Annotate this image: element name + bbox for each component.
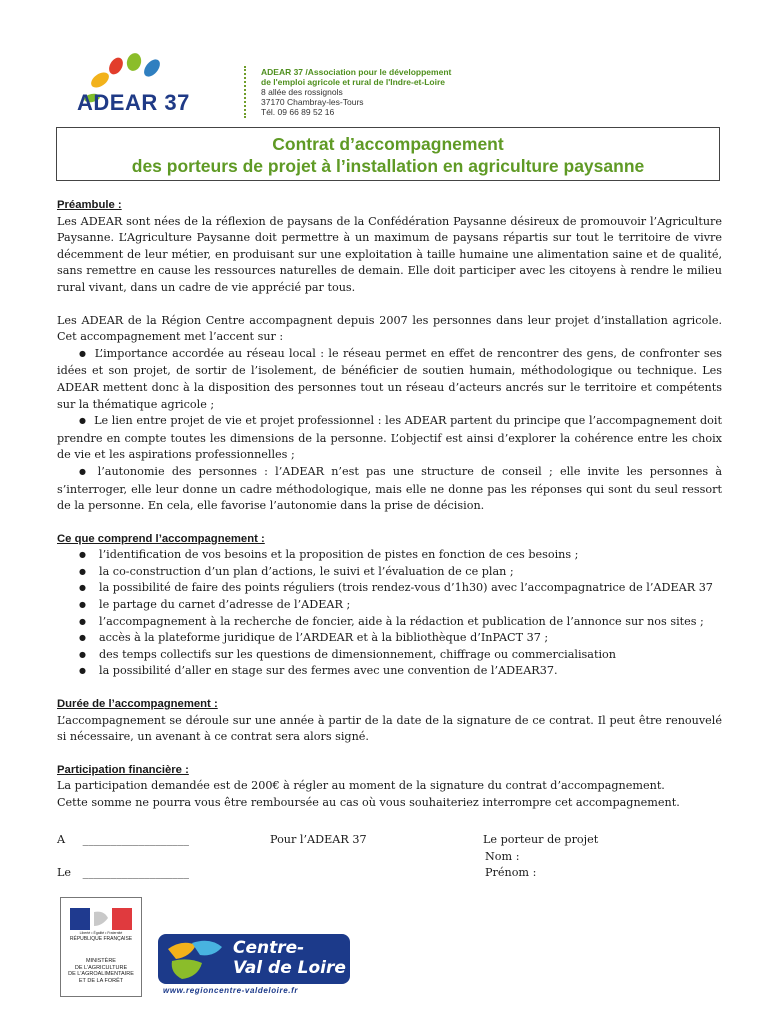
rf-republique: RÉPUBLIQUE FRANÇAISE: [69, 936, 133, 942]
duree-text: L’accompagnement se déroule sur une année à partir de la date de la signature de ce contrat. Il peut être renouvelé si nécessaire, un avenant à ce contrat sera alors signé.: [57, 713, 722, 744]
sig-pour-adear: Pour l’ADEAR 37: [270, 833, 367, 846]
sig-nom: Nom :: [485, 850, 520, 863]
list-item: ● la possibilité de faire des points réguliers (trois rendez-vous d’1h30) avec l’accompagnatrice de l’ADEAR 37: [79, 580, 722, 597]
rf-ministere: [61, 958, 141, 984]
participation-line-1: La participation demandée est de 200€ à régler au moment de la signature du contrat d’accompagnement.: [57, 779, 665, 793]
republique-francaise-logo: [60, 897, 142, 997]
preambule-paragraph-2: Les ADEAR de la Région Centre accompagnent depuis 2007 les personnes dans leur projet d’installation agricole. Cet accompagnement met l’accent sur :: [57, 313, 722, 344]
logo-text: ADEAR 37: [77, 90, 190, 115]
region-map-icon: [162, 937, 228, 981]
region-url: www.regioncentre-valdeloire.fr: [163, 986, 299, 995]
address-line-city: 37170 Chambray-les-Tours: [261, 97, 364, 107]
sig-prenom: Prénom :: [485, 866, 537, 879]
header-address: [261, 67, 451, 117]
preambule-bullet-reseau: ● L’importance accordée au réseau local : le réseau permet en effet de rencontrer des gens, de confronter ses idées et son projet, de sortir de l’isolement, de bénéficier de soutien humain, méthodologique ou technique. Les ADEAR mettent donc à la disposition des personnes tout un réseau d’acteurs ancrés sur le territoire et compétents sur la thématique agricole ;: [57, 346, 722, 413]
address-line-org: ADEAR 37 /Association pour le développement: [261, 67, 452, 77]
preambule-bullet-lien: ● Le lien entre projet de vie et projet professionnel : les ADEAR partent du principe que l’accompagnement doit prendre en compte toutes les dimensions de la personne. L’objectif est ainsi d’explorer la cohérence entre les choix de vie et les aspirations professionnelles ;: [57, 413, 722, 464]
list-item: ● le partage du carnet d’adresse de l’ADEAR ;: [79, 597, 722, 614]
list-item: ● des temps collectifs sur les questions de dimensionnement, chiffrage ou commercialisation: [79, 647, 722, 664]
sig-porteur: Le porteur de projet: [483, 833, 599, 846]
address-line-phone: Tél. 09 66 89 52 16: [261, 107, 335, 117]
list-item: ● la possibilité d’aller en stage sur des fermes avec une convention de l’ADEAR37.: [79, 663, 722, 680]
sig-a-line: ___________________: [82, 833, 189, 846]
preambule-bullet-autonomie: ● l’autonomie des personnes : l’ADEAR n’est pas une structure de conseil ; elle invite les personnes à s’interroger, elle leur donne un cadre méthodologique, mais elle ne donne pas les réponses qui sont du seul ressort de la personne. En cela, elle favorise l’autonomie dans la prise de décision.: [57, 464, 722, 515]
region-centre-logo: [158, 934, 350, 984]
rf-motto: Liberté • Égalité • Fraternité: [79, 931, 123, 935]
address-line-org2: de l'emploi agricole et rural de l'Indre-et-Loire: [261, 77, 445, 87]
list-item: ● l’identification de vos besoins et la proposition de pistes en fonction de ces besoins ;: [79, 547, 722, 564]
duree-heading: Durée de l’accompagnement :: [57, 698, 218, 711]
preambule-paragraph-1: Les ADEAR sont nées de la réflexion de paysans de la Confédération Paysanne désireux de promouvoir l’Agriculture Paysanne. L’Agriculture Paysanne doit permettre à un maximum de paysans répartis sur tout le territoire de vivre décemment de leur métier, en produisant sur une exploitation à taille humaine une alimentation saine et de qualité, sans remettre en cause les ressources naturelles de demain. Elle doit participer avec les citoyens à rendre le milieu rural vivant, dans un cadre de vie apprécié par tous.: [57, 214, 722, 294]
signature-block: [57, 832, 722, 882]
cvl-line-1: Centre-: [233, 938, 305, 958]
list-item: ● la co-construction d’un plan d’actions, le suivi et l’évaluation de ce plan ;: [79, 564, 722, 581]
rf-ministere-line: ET DE LA FORÊT: [78, 977, 124, 984]
sig-le-line: ___________________: [82, 866, 189, 879]
comprend-list: [57, 547, 722, 680]
rf-ministere-line: MINISTÈRE: [86, 958, 116, 964]
participation-line-2: Cette somme ne pourra vous être remboursée au cas où vous souhaiteriez interrompre cet accompagnement.: [57, 796, 680, 809]
document-body: [57, 197, 722, 812]
document-title: [56, 127, 720, 181]
cvl-line-2: Val de Loire: [233, 958, 346, 978]
rf-ministere-line: DE L'AGROALIMENTAIRE: [68, 971, 134, 977]
title-line-2: des porteurs de projet à l’installation en agriculture paysanne: [131, 156, 645, 176]
sig-le-label: Le: [57, 866, 72, 879]
address-line-street: 8 allée des rossignols: [261, 87, 343, 97]
list-item: ● l’accompagnement à la recherche de foncier, aide à la rédaction et publication de l’annonce sur nos sites ;: [79, 614, 722, 631]
marianne-flag-icon: [70, 908, 132, 930]
participation-heading: Participation financière :: [57, 763, 189, 776]
rf-ministere-line: DE L'AGRICULTURE: [74, 964, 128, 971]
title-line-1: Contrat d’accompagnement: [272, 134, 504, 154]
header-separator: [244, 66, 246, 118]
sig-a-label: A: [57, 833, 66, 846]
list-item: ● accès à la plateforme juridique de l’ARDEAR et à la bibliothèque d’InPACT 37 ;: [79, 630, 722, 647]
preambule-heading: Préambule :: [57, 199, 122, 211]
comprend-heading: Ce que comprend l’accompagnement :: [57, 532, 265, 545]
